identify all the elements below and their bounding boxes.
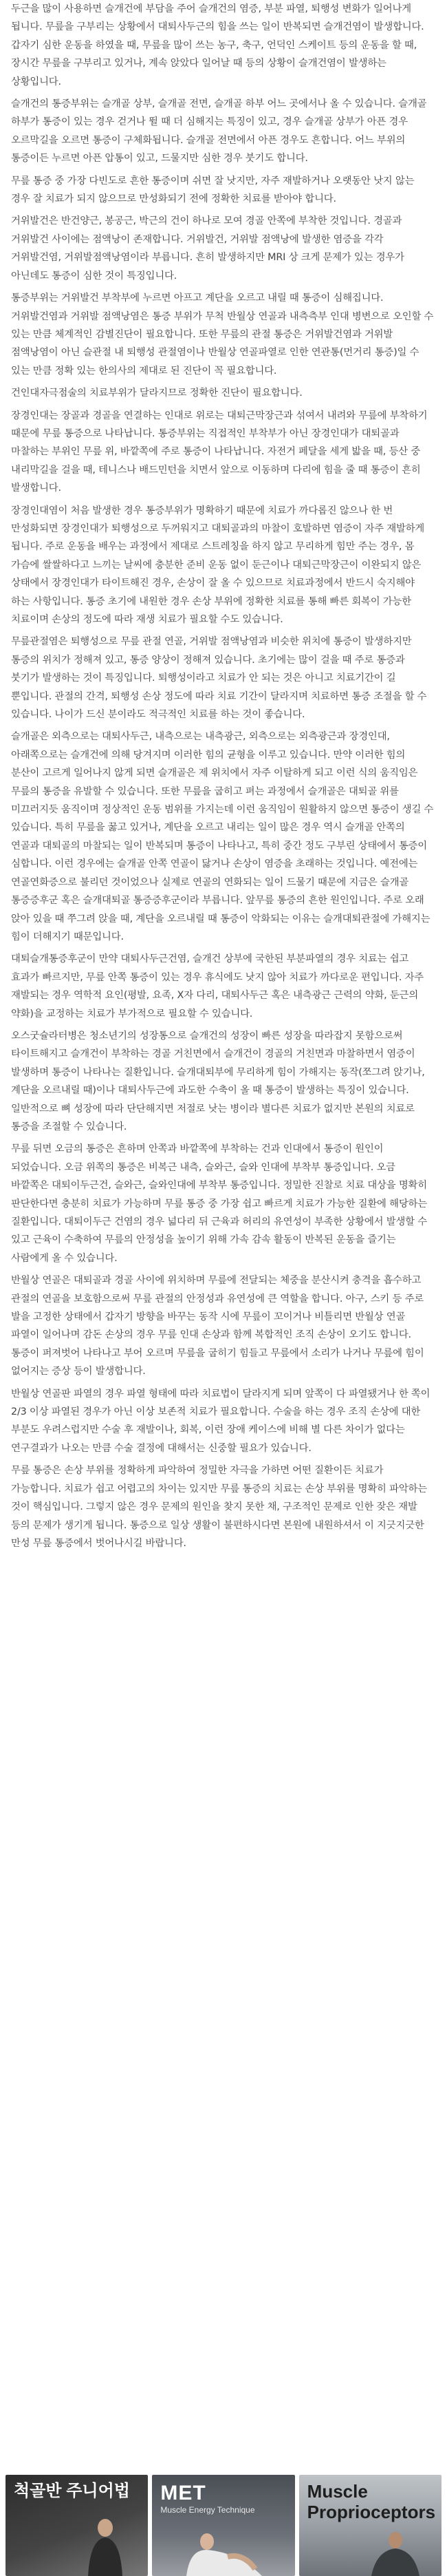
paragraph: 대퇴슬개통증후군이 만약 대퇴사두근건염, 슬개건 상부에 국한된 부분파열의 경우 치료는 쉽고 효과가 빠르지만, 무릎 안쪽 통증이 있는 경우 휴식에도 낫지 않아 치료가 까다로운 편입니다. 자주 재발되는 경우 역학적 요인(평발, 요족, X자 다리, 대퇴사두근 혹은 내측광근 근력의 약화, 둔근의 약화)을 교정하는 치료가 부가적으로 필요할 수 있습니다.: [11, 953, 424, 1020]
book-title: MET: [160, 2482, 206, 2504]
paragraph: 두근을 많이 사용하면 슬개건에 부담을 주어 슬개건의 염증, 부분 파열, 퇴행성 변화가 일어나게 됩니다. 무릎을 구부리는 상황에서 대퇴사두근의 힘을 쓰는 일이 반복되면 슬개건염이 발생합니다. 갑자기 심한 운동을 하였을 때, 무릎을 많이 쓰는 농구, 축구, 언덕인 스케이트 등의 운동을 할 때, 장시간 무릎을 구부리고 있거나, 계속 앉았다 일어날 때 등의 상황이 슬개건염이 발생하는 상황입니다.: [11, 3, 424, 87]
paragraph: 무릎 뒤면 오금의 통증은 흔하며 안쪽과 바깥쪽에 부착하는 건과 인대에서 통증이 원인이 되었습니다. 오금 위쪽의 통증은 비복근 내측, 슬와근, 슬와 인대에 부착부 통증입니다. 오금 바깥쪽은 대퇴이두근건, 슬와근, 슬와인대에 부착부 통증입니다. 정밀한 진찰로 치료 대상을 명확히 판단한다면 충분히 치료가 가능하며 무릎 통증 중 가장 쉽고 빠르게 치료가 가능한 질환에 해당하는 질환입니다. 대퇴이두근 건염의 경우 넓다리 뒤 근육과 허리의 유연성이 부족한 상황에서 발생할 수 있고 근육이 수축하여 무릎의 안정성을 높이기 위해 가속 감속 활동이 반복된 운동을 즐기는 사람에게 올 수 있습니다.: [11, 1143, 427, 1264]
paragraph: 슬개골은 외측으로는 대퇴사두근, 내측으로는 내측광근, 외측으로는 외측광근과 장경인대, 아래쪽으로는 슬개건에 의해 당겨지며 이러한 힘의 균형을 이루고 있습니다. 만약 이러한 힘의 분산이 고르게 일어나지 않게 되면 슬개골은 제 위치에서 자주 이탈하게 되고 이런 식의 움직임은 무릎의 통증을 유발할 수 있습니다. 또한 무릎을 굽히고 펴는 과정에서 슬개골은 대퇴골 위를 미끄러지듯 움직이며 정상적인 운동 범위를 가지는데 이런 움직임이 원활하지 않으면 통증이 생길 수 있습니다. 특히 무릎을 꿇고 있거나, 계단을 오르고 내리는 일이 많은 경우 역시 슬개골 안쪽의 연골과 대퇴골의 마찰되는 일이 반복되며 통증이 나타나고, 특히 중간 정도 구부린 상태에서 통증이 심합니다. 이런 경우에는 슬개골 안쪽 연골이 닳거나 손상이 염증을 초래하는 것입니다. 예전에는 연골연화증으로 불리던 것이었으나 실제로 연골의 연화되는 일이 드물기 때문에 지금은 슬개골 통증증후군 혹은 슬개대퇴골 통증증후군이라 부릅니다. 앞무릎 통증의 흔한 원인입니다. 주로 오래 앉아 있을 때 쭈그려 앉을 때, 계단을 오르내릴 때 통증이 악화되는 이유는 슬개대퇴관절에 가해지는 힘이 더해지기 때문입니다.: [11, 731, 434, 942]
paragraph: 오스굿슐라터병은 청소년기의 성장통으로 슬개건의 성장이 빠른 성장을 따라잡지 못함으로써 타이트해지고 슬개건이 부착하는 경골 거친면에서 슬개건이 경골의 거친면과 마찰하면서 염증이 발생하며 통증이 나타나는 질환입니다. 슬개대퇴부에 무리하게 힘이 가해지는 동작(쪼그려 앉기나, 계단을 오르내릴 때)이나 대퇴사두근에 과도한 수축이 올 때 통증이 발생하는 특징이 있습니다. 일반적으로 뼈 성장에 따라 단단해지면 저절로 낫는 병이라 별다른 치료가 없지만 본원의 치료로 통증을 조절할 수 있습니다.: [11, 1030, 425, 1132]
paragraph: 반월상 연골판 파열의 경우 파열 형태에 따라 치료법이 달라지게 되며 앞쪽이 다 파열됐거나 한 쪽이 2/3 이상 파열된 경우가 아닌 이상 보존적 치료가 필요합니다. 수술을 하는 경우 조직 손상에 대한 부분도 우려스럽지만 수술 후 재발이나, 회복, 이런 장애 케이스에 비해 별 다른 차이가 없다는 연구결과가 나오는 만큼 수술 결정에 대해서는 신중할 필요가 있습니다.: [11, 1388, 430, 1454]
book-cover-2[interactable]: [152, 2475, 294, 2576]
paragraph: 반월상 연골은 대퇴골과 경골 사이에 위치하며 무릎에 전달되는 체중을 분산시켜 충격을 흡수하고 관절의 연골을 보호함으로써 무릎 관절의 안정성과 유연성에 큰 역할을 합니다. 아구, 스키 등 주로 발을 고정한 상태에서 갑자기 방향을 바꾸는 동작 시에 무릎이 꼬이거나 비틀리면 반월상 연골 파열이 일어나며 감돈 손상의 경우 무릎 인대 손상과 함께 복합적인 조직 손상이 오기도 합니다. 통증이 퍼져벗어 나타나고 부어 오르며 무릎을 굽히기 힘들고 무릎에서 소리가 나거나 무릎에 힘이 없어지는 증상 등이 발생합니다.: [11, 1275, 424, 1377]
paragraph: 건인대자극점술의 치료부위가 달라지므로 정확한 진단이 필요합니다.: [11, 388, 303, 399]
book-subtitle: Muscle Energy Technique: [160, 2505, 255, 2515]
paragraph: 장경인대염이 처음 발생한 경우 통증부위가 명확하기 때문에 치료가 까다롭진 않으나 한 번 만성화되면 장경인대가 퇴행성으로 두꺼워지고 대퇴골과의 마찰이 호발하면 염증이 자주 재발하게 됩니다. 주로 운동을 배우는 과정에서 제대로 스트레칭을 하지 않고 무리하게 힘만 주는 경우, 몸 가슴에 쌀쌀하다고 느끼는 날씨에 충분한 준비 운동 없이 둔근이나 대퇴근막장근이 이완되지 않은 상태에서 장경인대가 타이트해진 경우, 손상이 잘 올 수 있으므로 치료과정에서 반드시 숙지해야 하는 사항입니다. 통증 초기에 내원한 경우 손상 부위에 정확한 치료를 통해 빠른 회복이 가능한 치료이며 손상의 정도에 따라 재생 치료가 필요할 수도 있습니다.: [11, 505, 425, 625]
paragraph: 장경인대는 장골과 경골을 연결하는 인대로 위로는 대퇴근막장근과 섞여서 내려와 무릎에 부착하기 때문에 무릎 통증으로 나타납니다. 통증부위는 직접적인 부착부가 아닌 장경인대가 대퇴골과 마찰하는 부위인 무릎 위, 바깥쪽에 주로 통증이 나타납니다. 자전거 페달을 세게 밟을 때, 등산 중 내리막길을 걸을 때, 테니스나 배드민턴을 치면서 앞으로 이동하며 다리에 힘을 줄 때 통증이 흔히 발생합니다.: [11, 410, 428, 494]
book-cover-1[interactable]: [6, 2475, 148, 2576]
paragraph: 거위발건은 반건양근, 봉공근, 박근의 건이 하나로 모여 경골 안쪽에 부착한 것입니다. 경골과 거위발건 사이에는 점액낭이 존재합니다. 거위발건, 거위발 점액낭에 발생한 염증을 각각 거위발건염, 거위발점액낭염이라 부릅니다. 흔히 발생하지만 MRI 상 크게 문제가 있는 경우가 아닌데도 통증이 심한 것이 특징입니다.: [11, 215, 404, 282]
book-banner: [0, 2475, 447, 2576]
person-figure-icon: [179, 2521, 269, 2576]
book-title: Muscle Proprioceptors: [307, 2481, 436, 2522]
book-cover-3[interactable]: [299, 2475, 441, 2576]
paragraph: 무릎 통증은 손상 부위를 정확하게 파악하여 정밀한 자극을 가하면 어떤 질환이든 치료가 가능합니다. 치료가 쉽고 어렵고의 차이는 있지만 무릎 통증의 치료는 손상 부위를 명확히 파악하는 것이 핵심입니다. 그렇지 않은 경우 문제의 원인을 찾지 못한 채, 구조적인 문제로 인한 잦은 재발 등의 문제가 생기게 됩니다. 통증으로 일상 생활이 불편하시다면 본원에 내원하셔서 이 지긋지긋한 만성 무릎 통증에서 벗어나시길 바랍니다.: [11, 1465, 427, 1549]
paragraph: 무릎관절염은 퇴행성으로 무릎 관절 연골, 거위발 점액낭염과 비슷한 위치에 통증이 발생하지만 통증의 위치가 정해져 있고, 통증 양상이 정해져 있습니다. 초기에는 많이 걸을 때 주로 통증과 붓기가 발생하는 것이 특징입니다. 퇴행성이라고 치료가 안 되는 것은 아니고 치료기간이 길 뿐입니다. 관절의 간격, 퇴행성 손상 정도에 따라 치료 기간이 달라지며 치료하면 통증 조절을 할 수 있습니다. 나이가 드신 분이라도 적극적인 치료를 하는 것이 좋습니다.: [11, 636, 427, 721]
book-title: 척골반 주니어법: [14, 2482, 130, 2500]
person-figure-icon: [347, 2521, 430, 2576]
paragraph: 통증부위는 거위발건 부착부에 누르면 아프고 계단을 오르고 내릴 때 통증이 심해집니다. 거위발건염과 거위발 점액낭염은 통증 부위가 무척 반월상 연골과 내측측부 인대 병변으로 오인할 수 있는 만큼 체계적인 감별진단이 필요합니다. 또한 무릎의 관절 통증은 거위발건염과 거위발 점액낭염이 아닌 슬관절 내 퇴행성 관절염이나 반월상 연골파열로 인한 연관통(먼거리 통증)일 수 있는 만큼 정확 있는 한의사의 제대로 된 진단이 꼭 필요합니다.: [11, 293, 434, 377]
paragraph: 슬개건의 통증부위는 슬개골 상부, 슬개골 전면, 슬개골 하부 어느 곳에서나 올 수 있습니다. 슬개골 하부가 통증이 있는 경우 걷거나 뛸 때 더 심해지는 특징이 있고, 경우 슬개골 상부가 아픈 경우 오르막길을 오르면 통증이 구체화됩니다. 슬개골 전면에서 아픈 경우도 흔합니다. 어느 부위의 통증이든 누르면 아픈 압통이 있고, 드물지만 심한 경우 붓기도 합니다.: [11, 98, 427, 165]
person-figure-icon: [67, 2514, 143, 2576]
paragraph: 무릎 통증 중 가장 다빈도로 흔한 통증이며 쉬면 잘 낫지만, 자주 재발하거나 오랫동안 낫지 않는 경우 잘 치료가 되지 않으므로 만성화되기 전에 정확한 치료를 받아야 합니다.: [11, 175, 415, 205]
